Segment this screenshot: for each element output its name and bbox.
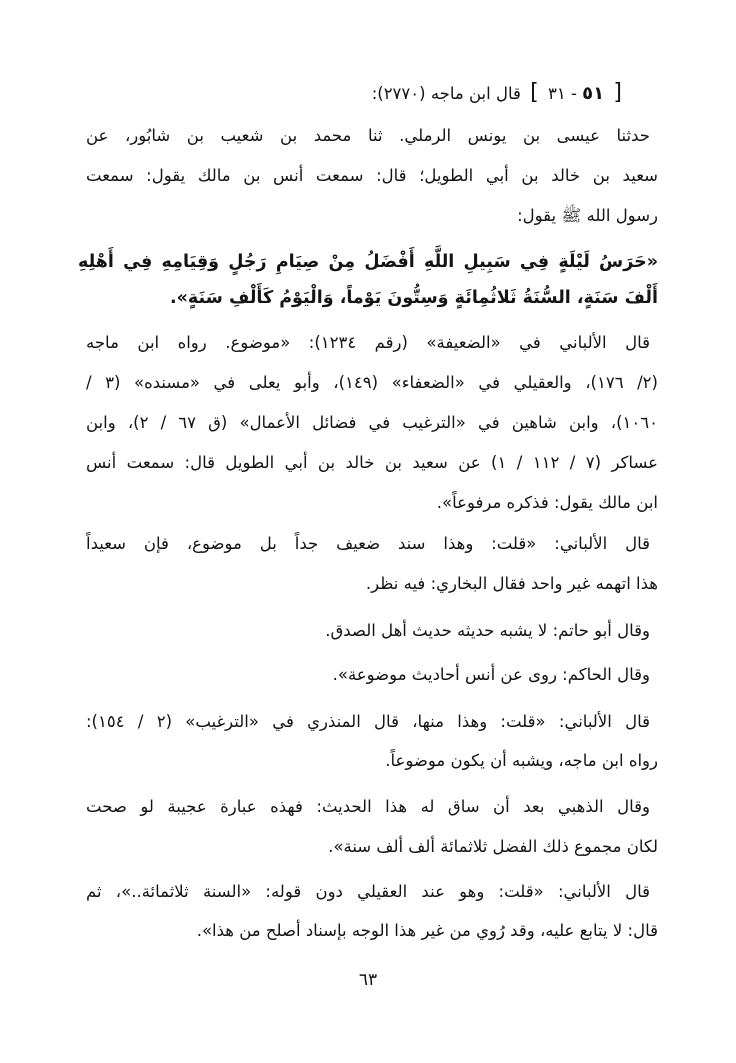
heading-hadith-number: ٥١ <box>582 83 605 104</box>
albani-3-line-2: رواه ابن ماجه، ويشبه أن يكون موضوعاً. <box>385 751 658 770</box>
albani-1-line-1: قال الألباني في «الضعيفة» (رقم ١٢٣٤): «موضوع. رواه ابن ماجه <box>86 333 650 352</box>
heading-bracket-close: ] <box>530 80 539 105</box>
albani-1-line-3: ١٠٦٠)، وابن شاهين في «الترغيب في فضائل الأعمال» (ق ٦٧ / ٢)، وابن <box>86 413 658 432</box>
hadith-heading <box>372 80 626 107</box>
isnad-line-3: رسول الله ﷺ يقول: <box>517 206 658 225</box>
hadith-text-line-1: «حَرَسُ لَيْلَةٍ فِي سَبِيلِ اللَّهِ أَفْضَلُ مِنْ صِيَامِ رَجُلٍ وَقِيَامِهِ فِي أَهْلِهِ <box>78 252 658 272</box>
heading-source: قال ابن ماجه (٢٧٧٠): <box>371 84 521 103</box>
dhahabi-line-2: لكان مجموع ذلك الفضل ثلاثمائة ألف ألف سنة». <box>328 837 658 856</box>
albani-3-line-1: قال الألباني: «قلت: وهذا منها، قال المنذري في «الترغيب» (٢ / ١٥٤): <box>86 712 650 731</box>
heading-separator: - <box>570 84 577 103</box>
albani-1-line-5: ابن مالك يقول: فذكره مرفوعاً». <box>436 493 658 512</box>
heading-bracket-open: [ <box>613 80 622 105</box>
albani-4-line-1: قال الألباني: «قلت: وهو عند العقيلي دون قوله: «السنة ثلاثمائة..»، ثم <box>86 882 650 901</box>
isnad-line-2: سعيد بن خالد بن أبي الطويل؛ قال: سمعت أنس بن مالك يقول: سمعت <box>86 166 658 185</box>
isnad-line-1: حدثنا عيسى بن يونس الرملي. ثنا محمد بن شعيب بن شابُور، عن <box>86 126 650 145</box>
albani-1-line-4: عساكر (٧ / ١١٢ / ١) عن سعيد بن خالد بن أبي الطويل قال: سمعت أنس <box>86 453 659 472</box>
albani-4-line-2: قال: لا يتابع عليه، وقد رُوي من غير هذا الوجه بإسناد أصلح من هذا». <box>196 921 658 940</box>
albani-2-line-2: هذا اتهمه غير واحد فقال البخاري: فيه نظر. <box>365 574 658 593</box>
dhahabi-line-1: وقال الذهبي بعد أن ساق له هذا الحديث: فهذه عبارة عجيبة لو صحت <box>86 797 650 816</box>
abu-hatim-line: وقال أبو حاتم: لا يشبه حديثه حديث أهل الصدق. <box>325 621 650 640</box>
page-number: ٦٣ <box>358 970 378 990</box>
hakim-line: وقال الحاكم: روى عن أنس أحاديث موضوعة». <box>332 665 650 684</box>
heading-sub-number: ٣١ <box>547 84 566 103</box>
albani-1-line-2: (٢/ ١٧٦)، والعقيلي في «الضعفاء» (١٤٩)، وأبو يعلى في «مسنده» (٣ / <box>86 373 658 392</box>
hadith-text-line-2: أَلْفَ سَنَةٍ، السُّنَةُ ثَلاثُمِائَةٍ وَسِتُّونَ يَوْماً، وَالْيَوْمُ كَأَلْفِ سَنَةٍ». <box>169 288 658 308</box>
albani-2-line-1: قال الألباني: «قلت: وهذا سند ضعيف جداً بل موضوع، فإن سعيداً <box>86 534 650 553</box>
